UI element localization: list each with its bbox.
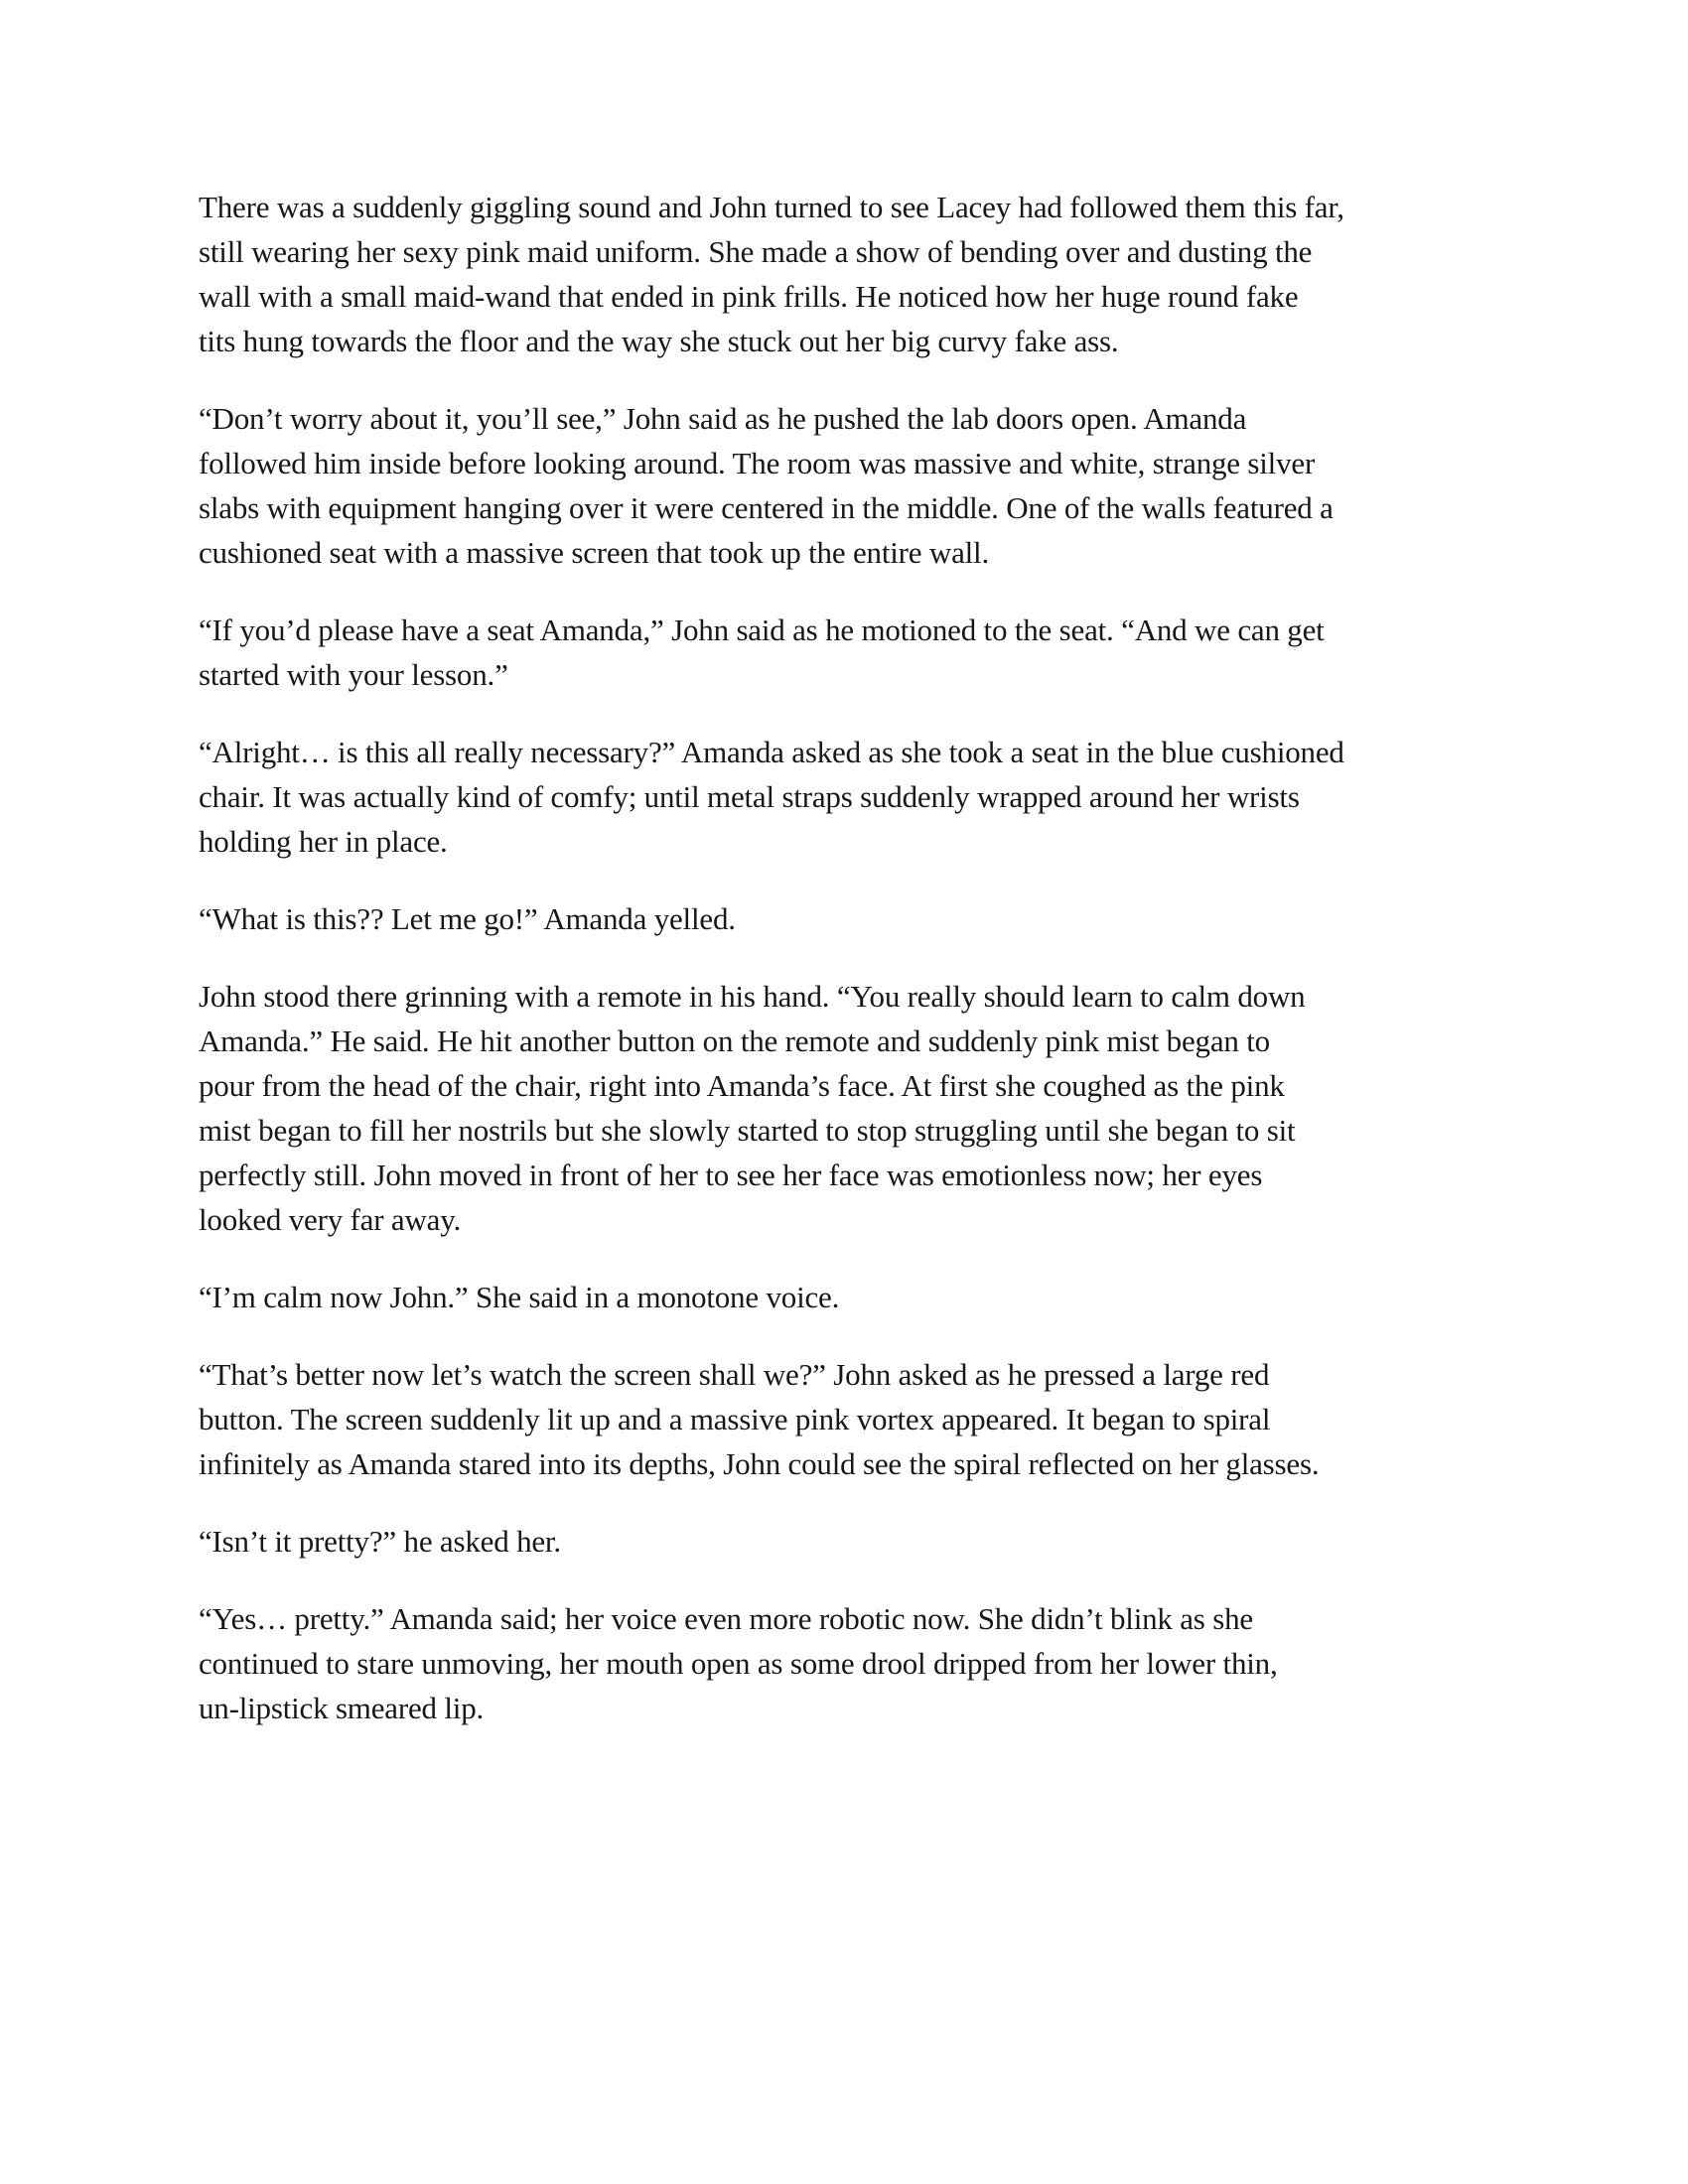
story-text [199, 185, 1589, 1763]
text-line: Amanda.” He said. He hit another button on the remote and suddenly pink mist began to [199, 1024, 1270, 1058]
paragraph [199, 896, 1589, 941]
text-line: wall with a small maid-wand that ended in pink frills. He noticed how her huge round fake [199, 279, 1299, 314]
text-line: “If you’d please have a seat Amanda,” John said as he motioned to the seat. “And we can get [199, 613, 1325, 647]
text-line: slabs with equipment hanging over it were centered in the middle. One of the walls featured a [199, 490, 1334, 525]
text-line: cushioned seat with a massive screen that took up the entire wall. [199, 535, 990, 570]
paragraph [199, 1275, 1589, 1319]
text-line: still wearing her sexy pink maid uniform. She made a show of bending over and dusting the [199, 234, 1313, 269]
text-line: “Don’t worry about it, you’ll see,” John said as he pushed the lab doors open. Amanda [199, 401, 1247, 436]
text-line: tits hung towards the floor and the way she stuck out her big curvy fake ass. [199, 324, 1119, 358]
text-line: holding her in place. [199, 824, 448, 859]
text-line: started with your lesson.” [199, 657, 508, 692]
text-line: perfectly still. John moved in front of her to see her face was emotionless now; her eyes [199, 1158, 1263, 1192]
text-line: John stood there grinning with a remote in his hand. “You really should learn to calm down [199, 979, 1306, 1014]
text-line: There was a suddenly giggling sound and John turned to see Lacey had followed them this far, [199, 190, 1344, 224]
text-line: un-lipstick smeared lip. [199, 1691, 485, 1725]
paragraph [199, 608, 1589, 697]
text-line: “Alright… is this all really necessary?” Amanda asked as she took a seat in the blue cushioned [199, 735, 1344, 769]
paragraph [199, 1596, 1589, 1730]
paragraph [199, 185, 1589, 363]
text-line: looked very far away. [199, 1202, 462, 1237]
text-line: button. The screen suddenly lit up and a massive pink vortex appeared. It began to spiral [199, 1402, 1271, 1436]
text-line: “Isn’t it pretty?” he asked her. [199, 1524, 561, 1559]
text-line: infinitely as Amanda stared into its depths, John could see the spiral reflected on her glasses. [199, 1446, 1320, 1481]
paragraph [199, 1519, 1589, 1564]
text-line: followed him inside before looking around. The room was massive and white, strange silver [199, 446, 1316, 480]
paragraph [199, 974, 1589, 1242]
text-line: pour from the head of the chair, right into Amanda’s face. At first she coughed as the pink [199, 1068, 1285, 1103]
paragraph [199, 396, 1589, 575]
text-line: “I’m calm now John.” She said in a monotone voice. [199, 1280, 840, 1314]
paragraph [199, 1352, 1589, 1486]
text-line: mist began to fill her nostrils but she slowly started to stop struggling until she began to sit [199, 1113, 1296, 1148]
paragraph [199, 730, 1589, 864]
text-line: “Yes… pretty.” Amanda said; her voice even more robotic now. She didn’t blink as she [199, 1601, 1253, 1636]
text-line: continued to stare unmoving, her mouth open as some drool dripped from her lower thin, [199, 1646, 1278, 1681]
text-line: “What is this?? Let me go!” Amanda yelled. [199, 901, 736, 936]
text-line: chair. It was actually kind of comfy; until metal straps suddenly wrapped around her wrists [199, 779, 1300, 814]
text-line: “That’s better now let’s watch the screen shall we?” John asked as he pressed a large red [199, 1357, 1270, 1392]
